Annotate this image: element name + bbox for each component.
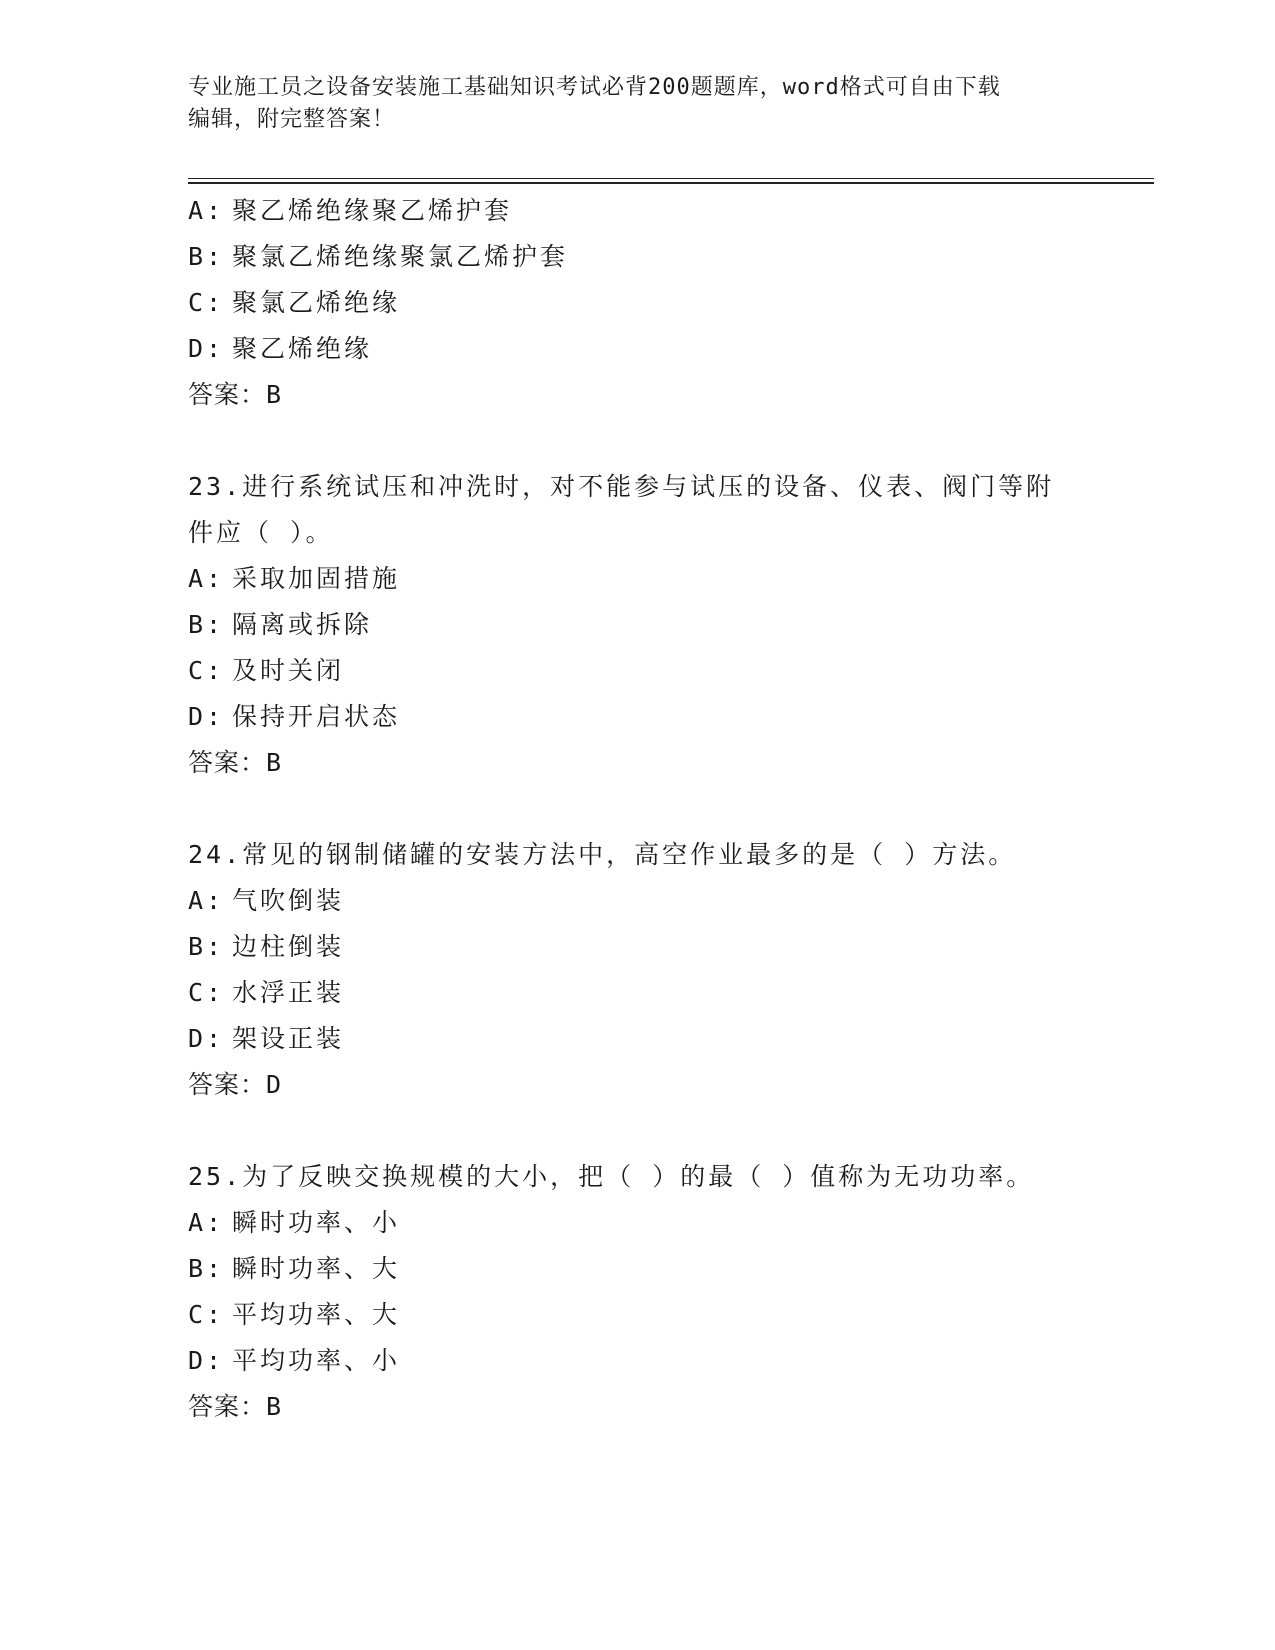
option-letter: A:: [188, 886, 225, 915]
option-letter: D:: [188, 1024, 225, 1053]
option-text: 聚氯乙烯绝缘聚氯乙烯护套: [232, 242, 569, 271]
option-letter: B:: [188, 1254, 225, 1283]
option-b: [188, 1246, 1108, 1292]
question-25: [188, 1154, 1108, 1430]
option-letter: C:: [188, 1300, 225, 1329]
option-letter: C:: [188, 978, 225, 1007]
answer-line: 答案：B: [188, 1392, 283, 1421]
option-c: [188, 1292, 1108, 1338]
header-line-1: 专业施工员之设备安装施工基础知识考试必背200题题库，word格式可自由下载: [188, 75, 1001, 100]
question-stem-line-1: 25.为了反映交换规模的大小，把（ ）的最（ ）值称为无功功率。: [188, 1162, 1035, 1191]
question-23: [188, 464, 1108, 786]
option-c: [188, 970, 1108, 1016]
option-text: 保持开启状态: [232, 702, 401, 731]
header-divider-thin: [188, 178, 1154, 179]
option-letter: A:: [188, 564, 225, 593]
question-stem-line-1: 23.进行系统试压和冲洗时，对不能参与试压的设备、仪表、阀门等附: [188, 472, 1055, 501]
spacer: [188, 1108, 1108, 1154]
option-d: [188, 1338, 1108, 1384]
option-a: [188, 878, 1108, 924]
option-text: 瞬时功率、大: [232, 1254, 401, 1283]
option-text: 及时关闭: [232, 656, 345, 685]
option-text: 瞬时功率、小: [232, 1208, 401, 1237]
header-line-2: 编辑，附完整答案！: [188, 107, 396, 132]
answer-line: 答案：B: [188, 380, 283, 409]
option-letter: C:: [188, 288, 225, 317]
option-d: [188, 326, 1108, 372]
spacer: [188, 786, 1108, 832]
question-24: [188, 832, 1108, 1108]
header-divider-thick: [188, 182, 1154, 184]
option-text: 聚乙烯绝缘聚乙烯护套: [232, 196, 513, 225]
question-list: [188, 188, 1108, 1430]
option-text: 架设正装: [232, 1024, 345, 1053]
document-header: [188, 72, 1088, 136]
option-d: [188, 694, 1108, 740]
answer-line: 答案：B: [188, 748, 283, 777]
option-text: 边柱倒装: [232, 932, 345, 961]
option-b: [188, 234, 1108, 280]
option-text: 聚乙烯绝缘: [232, 334, 373, 363]
option-text: 隔离或拆除: [232, 610, 373, 639]
option-text: 聚氯乙烯绝缘: [232, 288, 401, 317]
option-b: [188, 602, 1108, 648]
option-c: [188, 280, 1108, 326]
option-letter: A:: [188, 1208, 225, 1237]
option-text: 水浮正装: [232, 978, 345, 1007]
spacer: [188, 418, 1108, 464]
option-letter: C:: [188, 656, 225, 685]
option-letter: A:: [188, 196, 225, 225]
option-text: 气吹倒装: [232, 886, 345, 915]
option-text: 平均功率、大: [232, 1300, 401, 1329]
question-22-continued: [188, 188, 1108, 418]
option-c: [188, 648, 1108, 694]
option-letter: B:: [188, 242, 225, 271]
option-a: [188, 188, 1108, 234]
option-letter: D:: [188, 702, 225, 731]
question-stem-line-1: 24.常见的钢制储罐的安装方法中，高空作业最多的是（ ）方法。: [188, 840, 1017, 869]
option-a: [188, 1200, 1108, 1246]
answer-line: 答案：D: [188, 1070, 283, 1099]
option-b: [188, 924, 1108, 970]
option-d: [188, 1016, 1108, 1062]
option-letter: D:: [188, 334, 225, 363]
option-letter: D:: [188, 1346, 225, 1375]
option-letter: B:: [188, 610, 225, 639]
option-a: [188, 556, 1108, 602]
option-text: 平均功率、小: [232, 1346, 401, 1375]
option-letter: B:: [188, 932, 225, 961]
question-stem-line-2: 件应（ ）。: [188, 518, 334, 547]
option-text: 采取加固措施: [232, 564, 401, 593]
